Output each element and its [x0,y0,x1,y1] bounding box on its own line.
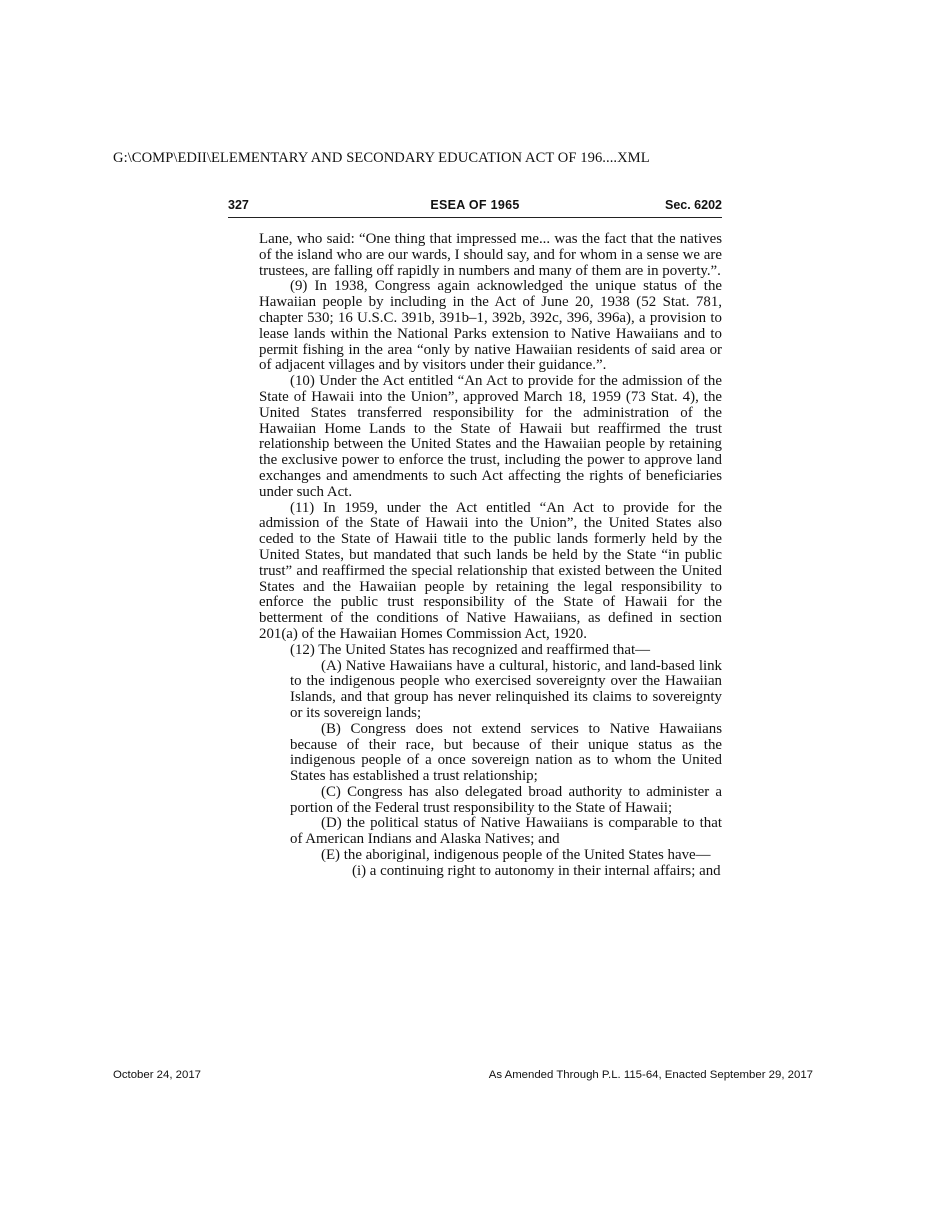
page-number: 327 [228,198,249,212]
document-body [259,232,722,880]
clause-i: (i) a continuing right to autonomy in their internal affairs; and [352,862,721,879]
subparagraph-e: (E) the aboriginal, indigenous people of the United States have— [321,847,711,864]
paragraph-11: (11) In 1959, under the Act entitled “An Act to provide for the admission of the State of Hawaii into the Union”, the United States also ceded to the State of Hawaii title to the public lands formerly held by the United States, but mandated that such lands be held by the State “in public trust” and reaffirmed the special relationship that existed between the United States and the Hawaiian people by retaining the legal responsibility to enforce the public trust responsibility of the State of Hawaii for the betterment of the conditions of Native Hawaiians, as defined in section 201(a) of the Hawaiian Homes Commission Act, 1920. [259,499,722,642]
paragraph-lane-quote: Lane, who said: “One thing that impressed me... was the fact that the natives of the island who are our wards, I should say, and for whom in a sense we are trustees, are falling off rapidly in numbers and many of them are in poverty.”. [259,231,722,279]
subparagraph-d: (D) the political status of Native Hawaiians is comparable to that of American Indians and Alaska Natives; and [290,815,722,848]
paragraph-9: (9) In 1938, Congress again acknowledged the unique status of the Hawaiian people by including in the Act of June 20, 1938 (52 Stat. 781, chapter 530; 16 U.S.C. 391b, 391b–1, 392b, 392c, 396, 396a), a provision to lease lands within the National Parks extension to Native Hawaiians and to permit fishing in the area “only by native Hawaiian residents of said area or of adjacent villages and by visitors under their guidance.”. [259,278,722,374]
paragraph-12: (12) The United States has recognized and reaffirmed that— [290,641,651,658]
subparagraph-a: (A) Native Hawaiians have a cultural, historic, and land-based link to the indigenous people who exercised sovereignty over the Hawaiian Islands, and that group has never relinquished its claims to sovereignty or its sovereign lands; [290,657,722,721]
section-number: Sec. 6202 [665,198,722,212]
footer-date: October 24, 2017 [113,1069,202,1081]
running-title: ESEA OF 1965 [430,198,520,212]
footer-amended: As Amended Through P.L. 115-64, Enacted September 29, 2017 [488,1069,813,1081]
subparagraph-b: (B) Congress does not extend services to Native Hawaiians because of their race, but because of their unique status as the indigenous people of a once sovereign nation as to whom the United States has established a trust relationship; [290,720,722,785]
subparagraph-c: (C) Congress has also delegated broad authority to administer a portion of the Federal trust responsibility to the State of Hawaii; [290,783,722,816]
running-header [228,197,722,218]
paragraph-10: (10) Under the Act entitled “An Act to provide for the admission of the State of Hawaii into the Union”, approved March 18, 1959 (73 Stat. 4), the United States transferred responsibility for the administration of the Hawaiian Home Lands to the State of Hawaii but reaffirmed the trust relationship between the United States and the Hawaiian people by retaining the exclusive power to enforce the trust, including the power to approve land exchanges and amendments to such Act affecting the rights of beneficiaries under such Act. [259,373,722,500]
file-path: G:\COMP\EDII\ELEMENTARY AND SECONDARY EDUCATION ACT OF 196....XML [113,150,650,166]
